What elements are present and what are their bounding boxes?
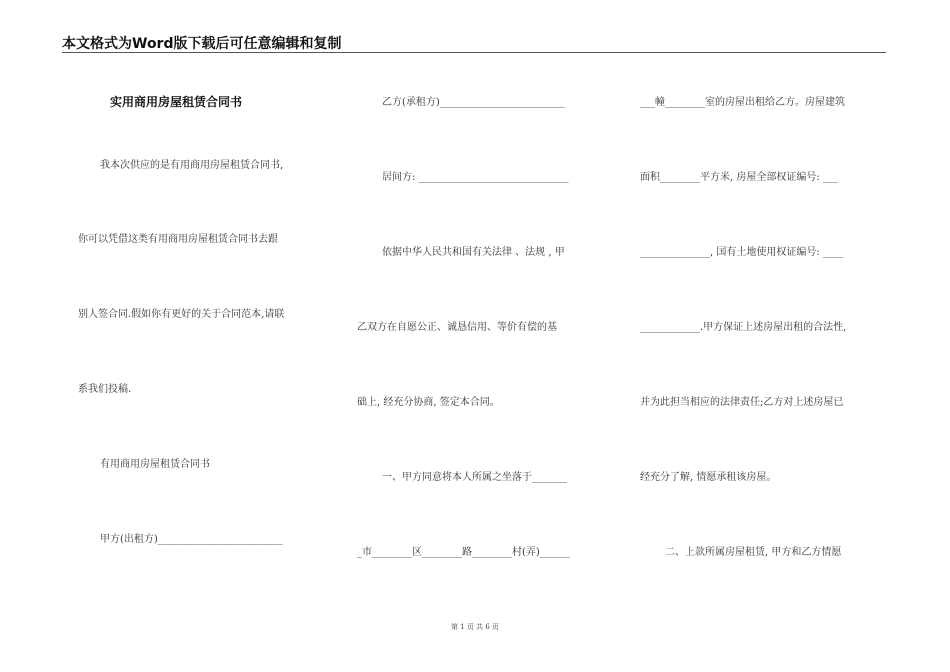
- col3-line: 二、上款所属房屋租赁, 甲方和乙方情愿: [665, 547, 842, 558]
- col2-line: 依据中华人民共和国有关法律 、法规 , 甲: [382, 247, 565, 258]
- col1-line: 别人签合同.假如你有更好的关于合同范本,请联: [78, 309, 285, 320]
- col1-line: 甲方(出租方)_________________________: [100, 534, 283, 545]
- col3-line: 并为此担当相应的法律责任;乙方对上述房屋已: [640, 397, 844, 408]
- col1-line: 有用商用房屋租赁合同书: [100, 459, 210, 470]
- col2-line: 一、甲方同意将本人所属之坐落于_______: [382, 472, 567, 483]
- col3-line: 经充分了解, 情愿承租该房屋。: [640, 472, 777, 483]
- col3-line: ______________, 国有土地使用权证编号: ____: [640, 247, 843, 258]
- col3-line: ___幢________室的房屋出租给乙方。房屋建筑: [640, 97, 845, 108]
- col3-line: ____________.甲方保证上述房屋出租的合法性,: [640, 322, 847, 333]
- col3-line: 面积________平方米, 房屋全部权证编号: ___: [640, 172, 838, 183]
- col1-line: 系我们投稿.: [78, 384, 132, 395]
- col2-line: _市________区________路________村(弄)______: [357, 547, 570, 558]
- col2-line: 乙方(承租方)_________________________: [382, 97, 565, 108]
- col1-line: 你可以凭借这类有用商用房屋租赁合同书去跟: [78, 234, 278, 245]
- contract-title: 实用商用房屋租赁合同书: [110, 95, 243, 109]
- document-header-title: 本文格式为Word版下载后可任意编辑和复制: [62, 36, 342, 52]
- col2-line: 乙双方在自愿公正、诚恳信用、等价有偿的基: [357, 322, 557, 333]
- col2-line: 础上, 经充分协商, 签定本合同。: [357, 397, 500, 408]
- page-number-footer: 第 1 页 共 6 页: [450, 623, 500, 631]
- col1-line: 我本次供应的是有用商用房屋租赁合同书,: [100, 160, 284, 171]
- col2-line: 居间方: ______________________________: [382, 172, 569, 183]
- header-divider: [62, 52, 886, 53]
